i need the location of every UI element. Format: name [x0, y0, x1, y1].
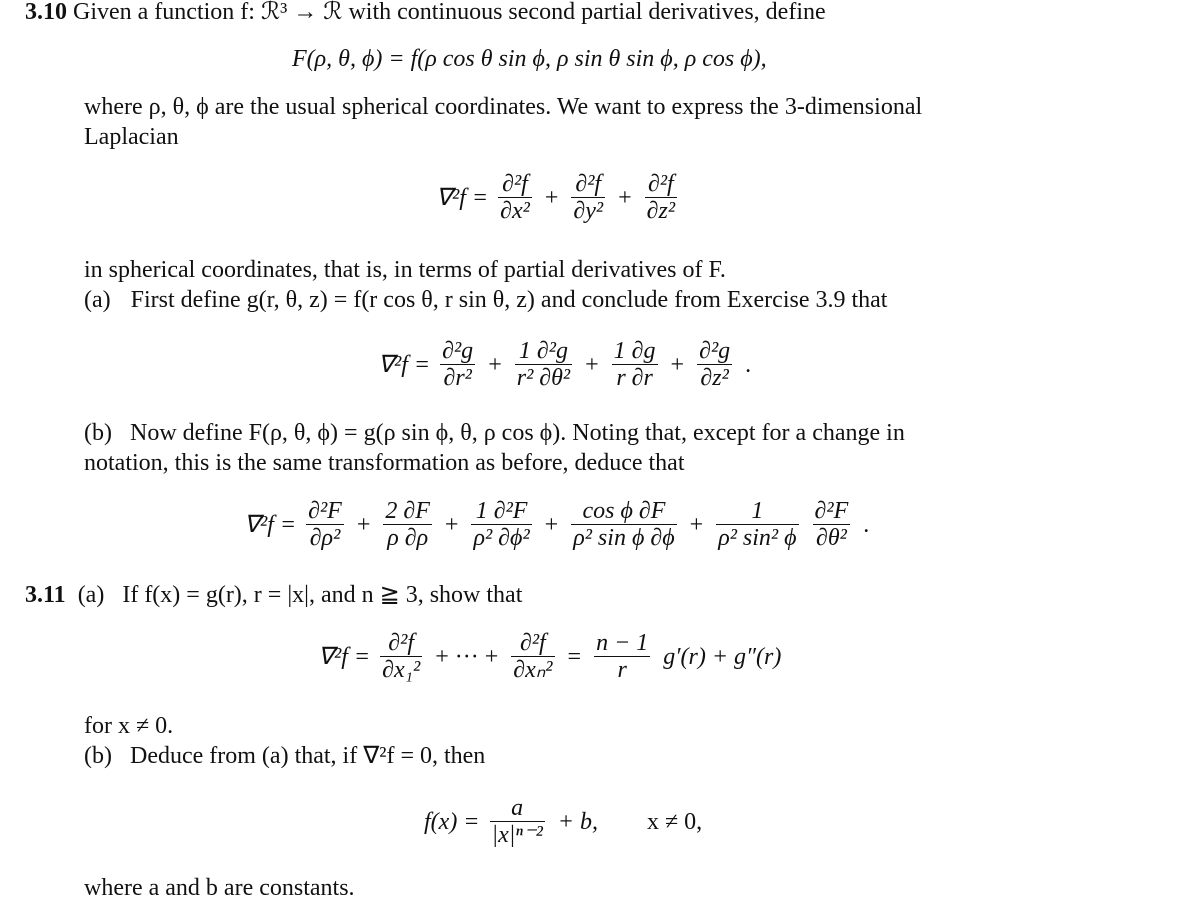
equation-F-definition: F(ρ, θ, ϕ) = f(ρ cos θ sin ϕ, ρ sin θ sin ϕ, ρ cos ϕ), [292, 46, 767, 72]
fraction: $\frac{\text{∂²g}}{\text{∂r²}}$ [442, 338, 474, 391]
paragraph-line: for x ≠ 0. [84, 713, 174, 739]
equation-lhs: ∇²f = [318, 643, 371, 670]
exercise-number: 3.11 [25, 582, 66, 608]
plus-sign: + [670, 351, 685, 378]
equation-lhs: ∇²f = [244, 511, 297, 538]
equation-rhs: g′(r) + g″(r) [663, 643, 782, 670]
paragraph-line: where ρ, θ, ϕ are the usual spherical coordinates. We want to express the 3-dimensional [84, 94, 923, 120]
part-label: (a) [84, 287, 111, 313]
fraction: $\frac{n - 1}{r}$ [596, 630, 649, 683]
part-text: First define g(r, θ, z) = f(r cos θ, r sin θ, z) and conclude from Exercise 3.9 that [130, 287, 888, 313]
part-text: If f(x) = g(r), r = |x|, and n ≧ 3, show that [122, 582, 523, 608]
fraction: $\frac{\text{∂²F}}{\text{∂θ²}}$ [814, 498, 849, 551]
fraction: $\frac{\text{∂²F}}{\text{∂ρ²}}$ [308, 498, 342, 551]
part-text: Deduce from (a) that, if ∇²f = 0, then [129, 743, 486, 769]
paragraph-line: in spherical coordinates, that is, in terms of partial derivatives of F. [84, 257, 726, 283]
period: . [863, 511, 870, 538]
part-b-line [84, 418, 905, 448]
equation-lhs: ∇²f = [378, 351, 431, 378]
exercise-3-11-header [25, 580, 522, 610]
plus-sign: + [444, 511, 459, 538]
part-label: (b) [84, 420, 112, 446]
fraction: $\frac{\text{1 ∂²g}}{\text{r² ∂θ²}}$ [516, 338, 571, 391]
fraction: $\frac{\text{∂²f}}{\text{∂x²}}$ [500, 171, 530, 224]
part-label: (a) [77, 582, 105, 608]
exercise-number: 3.10 [25, 0, 67, 25]
fraction: $\frac{2 \partial F}{\rho \partial\rho}$ [385, 498, 430, 551]
equation-radial-laplacian [318, 630, 784, 683]
exercise-intro: Given a function f: ℛ³ → ℛ with continuous second partial derivatives, define [73, 0, 826, 25]
fraction: $\frac{1}{\text{ρ² sin² ϕ}}$ [718, 498, 797, 551]
plus-sign: + [356, 511, 371, 538]
plus-sign: + [618, 184, 632, 211]
part-a-line [84, 285, 887, 315]
exercise-3-10-header [25, 0, 826, 27]
plus-sign: + [488, 351, 502, 378]
equation-lhs: ∇²f = [436, 184, 489, 211]
fraction: $\frac{\text{∂²f}}{\text{∂y²}}$ [573, 171, 604, 224]
fraction: $\frac{\text{∂²f}}{\text{∂xₙ²}}$ [513, 630, 553, 683]
equation-cylindrical-laplacian [378, 338, 754, 391]
equation-rhs: + b, [557, 808, 598, 835]
equals-sign: = [567, 643, 582, 670]
fraction: $\frac{\text{1 ∂²F}}{\text{ρ² ∂ϕ²}}$ [473, 498, 530, 551]
paragraph-line: where a and b are constants. [84, 875, 355, 901]
period: . [745, 351, 752, 378]
paragraph-line: notation, this is the same transformation as before, deduce that [84, 450, 685, 476]
plus-sign: + [544, 511, 559, 538]
part-label: (b) [84, 743, 112, 769]
fraction: $\frac{\text{∂²g}}{\text{∂z²}}$ [699, 338, 731, 391]
fraction: $\frac{\text{cos ϕ ∂F}}{\text{ρ² sin ϕ ∂ϕ}}$ [573, 498, 675, 551]
plus-sign: + [689, 511, 704, 538]
fraction: $\frac{a}{\text{|x|ⁿ⁻²}}$ [491, 795, 543, 848]
fraction: $\frac{\text{∂²f}}{\text{∂z²}}$ [646, 171, 676, 224]
plus-sign: + [585, 351, 599, 378]
fraction: $\frac{\text{∂²f}}{\text{∂x₁²}}$ [382, 630, 421, 683]
paragraph-line: Laplacian [84, 124, 179, 150]
part-text: Now define F(ρ, θ, ϕ) = g(ρ sin ϕ, θ, ρ cos ϕ). Noting that, except for a change in [129, 420, 905, 446]
fraction: $\frac{1 \partial g}{r \partial r}$ [613, 338, 656, 391]
equation-lhs: f(x) = [424, 808, 480, 835]
equation-spherical-laplacian [244, 498, 872, 551]
part-b-line [84, 741, 485, 771]
ellipsis-sum: + ··· + [435, 643, 499, 670]
plus-sign: + [544, 184, 559, 211]
equation-condition: x ≠ 0, [646, 808, 703, 835]
equation-harmonic-solution [424, 795, 705, 848]
equation-laplacian [436, 171, 681, 224]
